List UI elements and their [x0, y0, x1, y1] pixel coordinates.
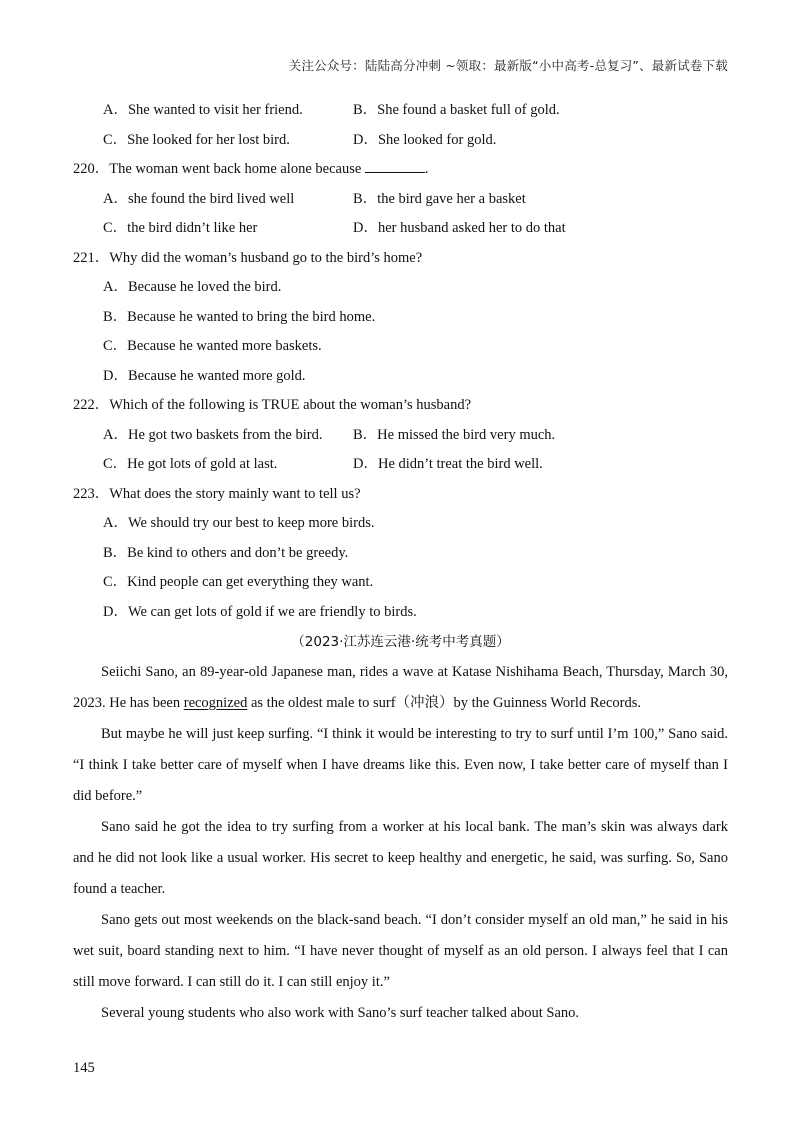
q223-option-d: D．We can get lots of gold if we are friendly to birds.: [103, 603, 417, 620]
q222-options-row-1: [73, 421, 728, 451]
q222-option-c: C．He got lots of gold at last.: [103, 456, 278, 472]
page-content: [73, 96, 728, 1029]
q223-option-a: A．We should try our best to keep more birds.: [103, 515, 375, 531]
q220-options-row-2: [73, 214, 728, 244]
page-header: 关注公众号：陆陆高分冲刺 ~领取：最新版“小中高考-总复习”、最新试卷下载: [288, 58, 728, 73]
q220-stem: [73, 155, 728, 185]
q219-option-a: A．She wanted to visit her friend.: [103, 102, 303, 118]
page-number: 145: [73, 1060, 95, 1076]
q222-stem: 222．Which of the following is TRUE about the woman’s husband?: [73, 397, 472, 413]
q221-option-b: B．Because he wanted to bring the bird home.: [103, 308, 376, 325]
q223-option-b: B．Be kind to others and don’t be greedy.: [103, 544, 349, 561]
passage-paragraph-5: Several young students who also work with Sano’s surf teacher talked about Sano.: [101, 1005, 580, 1021]
q219-option-c: C．She looked for her lost bird.: [103, 131, 290, 148]
q220-stem-text: 220．The woman went back home alone because: [73, 161, 365, 177]
q220-options-row-1: [73, 185, 728, 215]
q219-option-b: B．She found a basket full of gold.: [353, 102, 560, 118]
q219-options-row-1: [73, 96, 728, 126]
passage-paragraph-2: But maybe he will just keep surfing. “I think it would be interesting to try to surf until I’m 100,” Sano said. “I think I take better care of myself when I have dreams like this. Even now, I take better care of myself than I did before.”: [73, 726, 728, 804]
q220-option-c: C．the bird didn’t like her: [103, 220, 258, 236]
q220-option-b: B．the bird gave her a basket: [353, 190, 526, 207]
q222-option-b: B．He missed the bird very much.: [353, 426, 556, 443]
source-citation: （2023·江苏连云港·统考中考真题）: [291, 634, 510, 650]
q221-option-c: C．Because he wanted more baskets.: [103, 338, 322, 354]
q219-option-d: D．She looked for gold.: [353, 131, 497, 148]
q220-stem-end: .: [424, 161, 429, 177]
q223-option-c: C．Kind people can get everything they want.: [103, 574, 374, 590]
q219-options-row-2: [73, 126, 728, 156]
passage-paragraph-1: [73, 657, 728, 719]
q220-option-d: D．her husband asked her to do that: [353, 220, 566, 236]
q223-stem: 223．What does the story mainly want to tell us?: [73, 485, 361, 502]
q222-options-row-2: [73, 450, 728, 480]
passage-paragraph-4: Sano gets out most weekends on the black-sand beach. “I don’t consider myself an old man,” he said in his wet suit, board standing next to him. “I have never thought of myself as an old person. I always feel that I can still move forward. I can still do it. I can still enjoy it.”: [73, 912, 728, 990]
q222-option-a: A．He got two baskets from the bird.: [103, 426, 323, 443]
p1-text-start: Seiichi Sano, an 89-year-old Japanese man, rides a wave at Katase Nishihama Beach, Thursday, March 30, 2023. He has been: [73, 664, 728, 711]
p1-text-end: as the oldest male to surf（冲浪）by the Guinness World Records.: [247, 695, 641, 711]
q221-stem: 221．Why did the woman’s husband go to the bird’s home?: [73, 249, 423, 266]
q221-option-d: D．Because he wanted more gold.: [103, 367, 306, 384]
q220-option-a: A．she found the bird lived well: [103, 190, 295, 207]
answer-blank: [365, 158, 425, 173]
q221-option-a: A．Because he loved the bird.: [103, 279, 282, 295]
q222-option-d: D．He didn’t treat the bird well.: [353, 456, 543, 472]
passage-paragraph-3: Sano said he got the idea to try surfing from a worker at his local bank. The man’s skin was always dark and he did not look like a usual worker. His secret to keep healthy and energetic, he said, was surfing. So, Sano found a teacher.: [73, 819, 728, 897]
underlined-word: recognized: [183, 695, 248, 711]
